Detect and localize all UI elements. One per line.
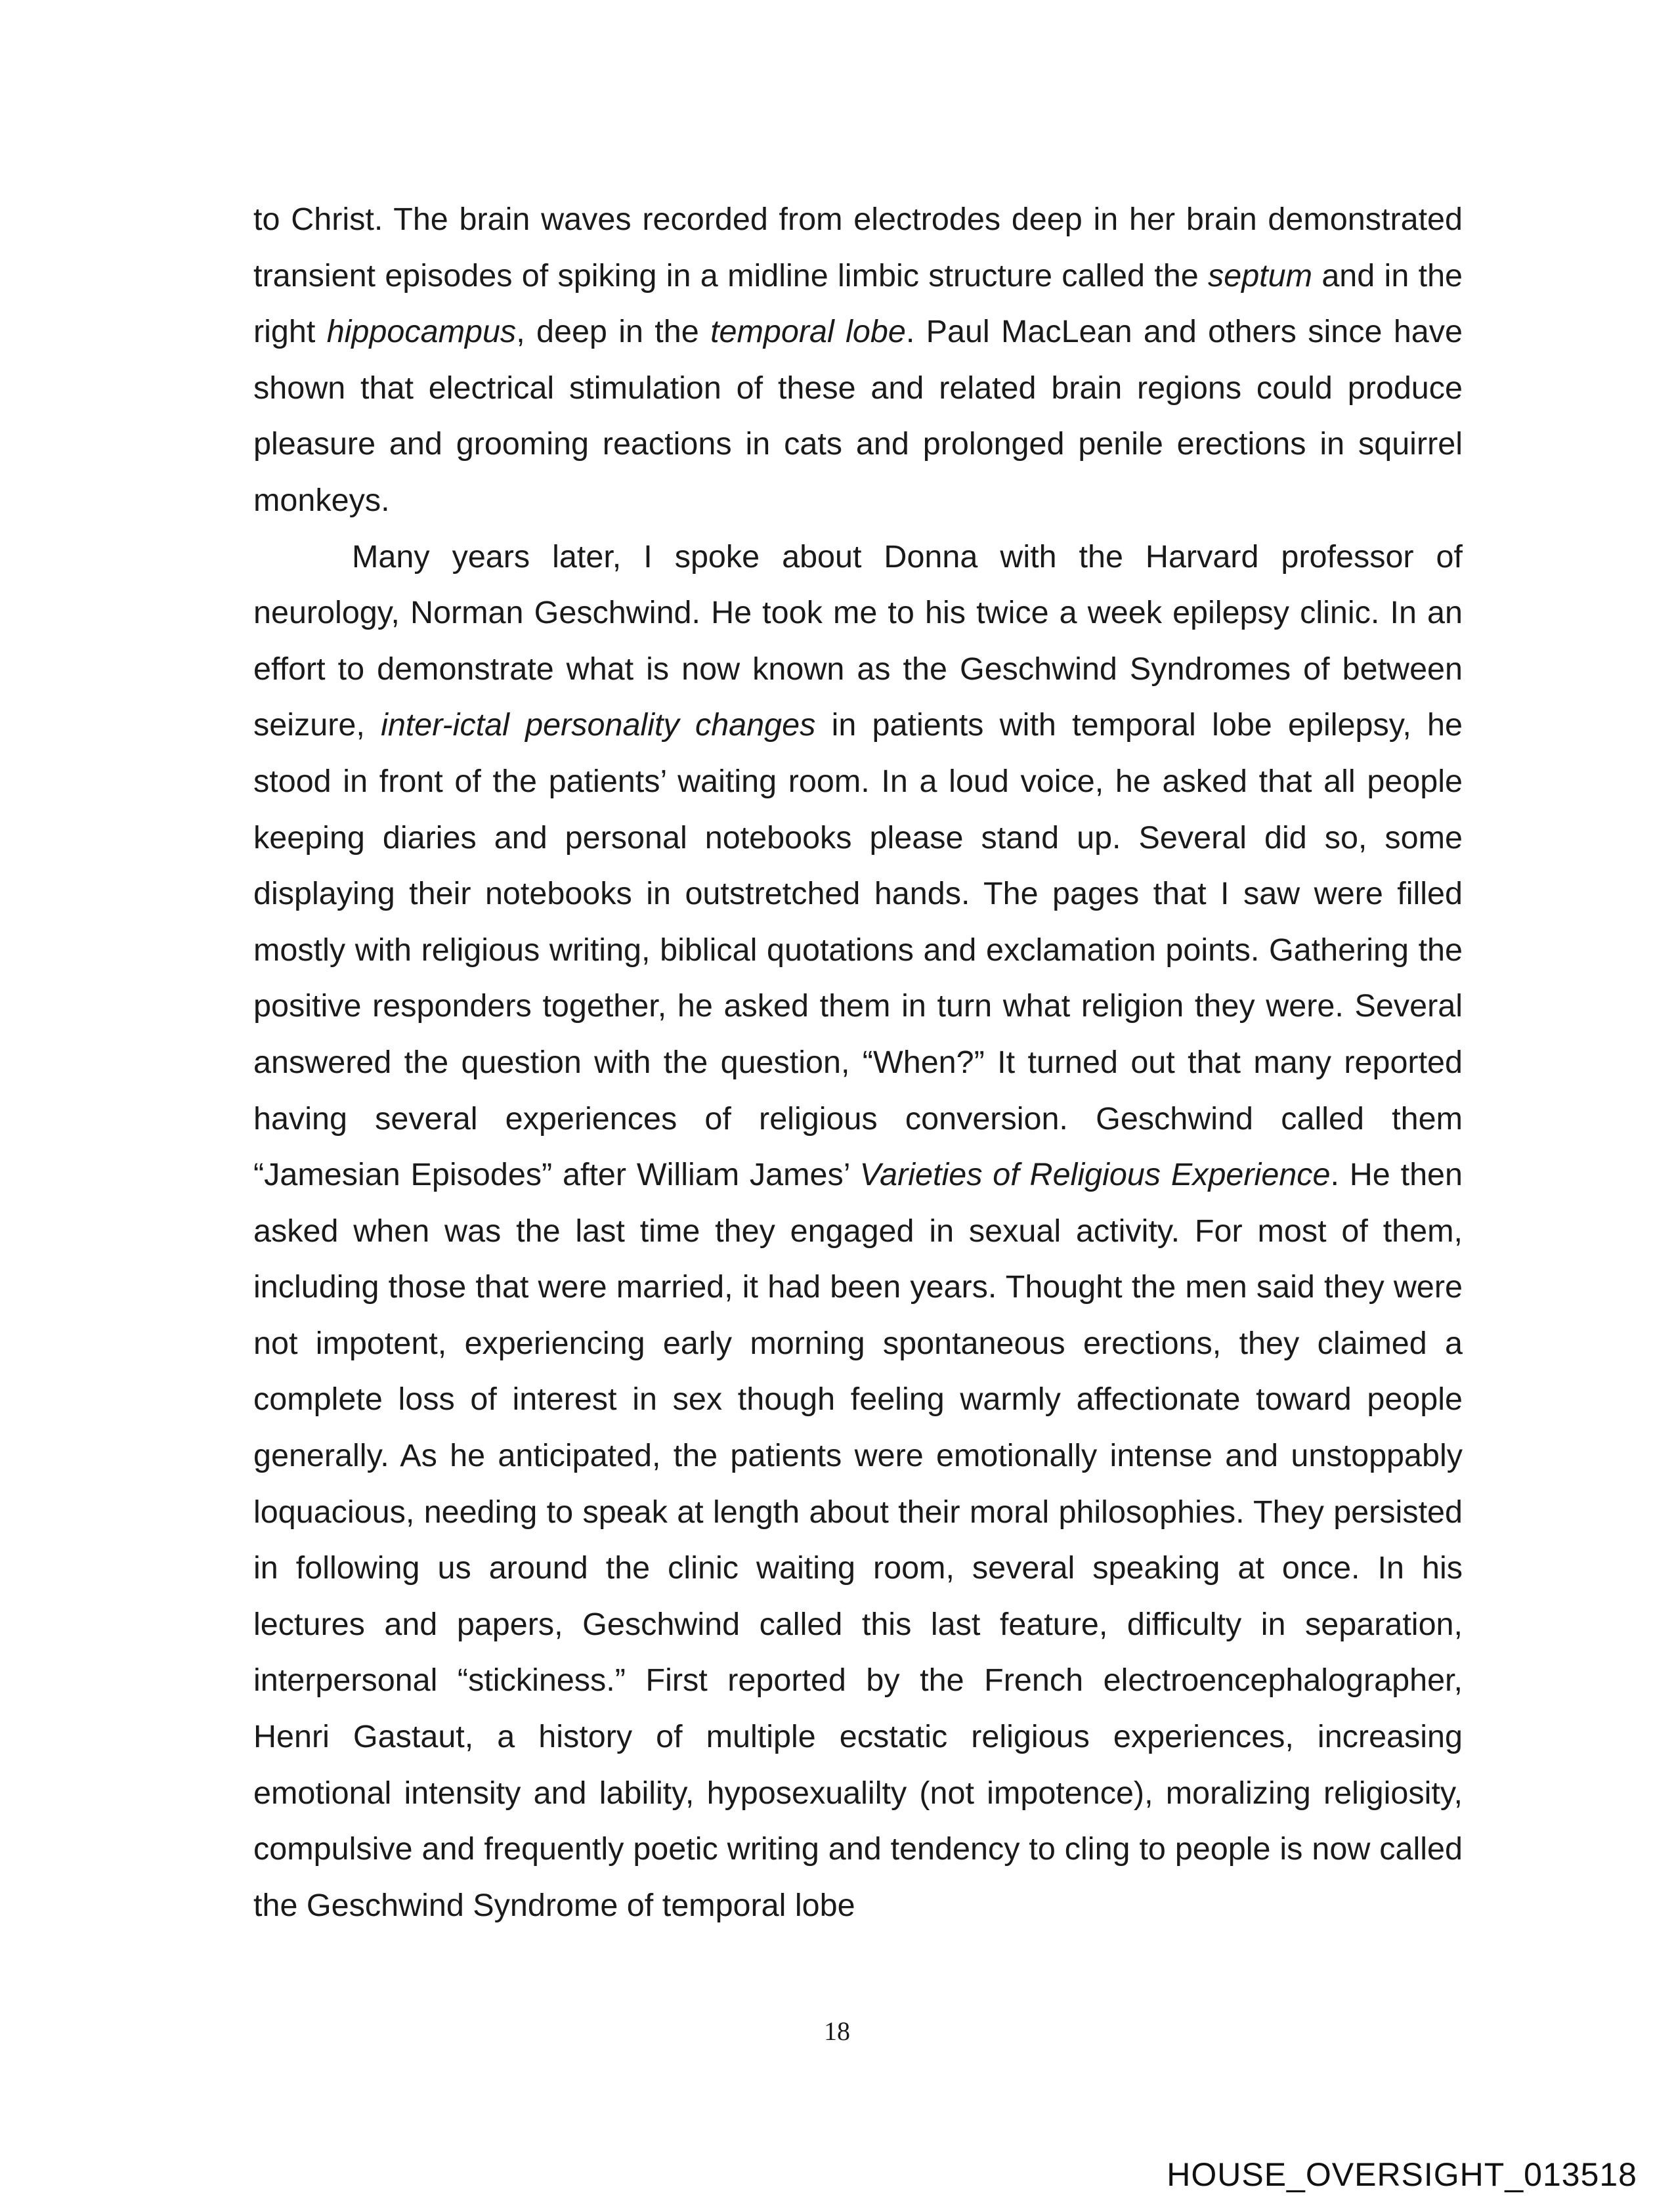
- italic-term-hippocampus: hippocampus: [326, 314, 517, 350]
- text-run: in patients with temporal lobe epilepsy, he stood in front of the patients’ waiting room. In a loud voice, he asked that all people keeping diaries and personal notebooks please stand up. Several did so, some displaying their notebooks in outstretched hands. The pages that I saw were filled mostly with religious writing, biblical quotations and exclamation points. Gathering the positive responders together, he asked them in turn what religion they were. Several answered the question with the question, “When?” It turned out that many reported having several experiences of religious conversion. Geschwind called them “Jamesian Episodes” after William James’: [253, 707, 1463, 1193]
- italic-book-title: Varieties of Religious Experience: [859, 1157, 1331, 1193]
- paragraph-1: [253, 192, 1463, 529]
- text-run: . He then asked when was the last time they engaged in sexual activity. For most of them, including those that were married, it had been years. Thought the men said they were not impotent, experiencing early morning spontaneous erections, they claimed a complete loss of interest in sex though feeling warmly affectionate toward people generally. As he anticipated, the patients were emotionally intense and unstoppably loquacious, needing to speak at length about their moral philosophies. They persisted in following us around the clinic waiting room, several speaking at once. In his lectures and papers, Geschwind called this last feature, difficulty in separation, interpersonal “stickiness.” First reported by the French electroencephalographer, Henri Gastaut, a history of multiple ecstatic religious experiences, increasing emotional intensity and lability, hyposexualilty (not impotence), moralizing religiosity, compulsive and frequently poetic writing and tendency to cling to people is now called the Geschwind Syndrome of temporal lobe: [253, 1157, 1463, 1923]
- paragraph-2: [253, 529, 1463, 1934]
- text-run: . Paul MacLean and others since have shown that electrical stimulation of these and related brain regions could produce pleasure and grooming reactions in cats and prolonged penile erections in squirrel monkeys.: [253, 314, 1463, 518]
- bates-number: HOUSE_OVERSIGHT_013518: [1167, 2156, 1637, 2193]
- page-number: 18: [824, 2016, 850, 2046]
- italic-term-septum: septum: [1207, 257, 1313, 293]
- italic-term-inter-ictal: inter-ictal personality changes: [381, 707, 816, 743]
- body-text: [253, 192, 1463, 1934]
- text-run: Many years later, I spoke about Donna with the Harvard professor of neurology, Norman Geschwind. He took me to his twice a week epilepsy clinic. In an effort to demonstrate what is now known as the Geschwind Syndromes of between seizure,: [253, 538, 1463, 743]
- italic-term-temporal-lobe: temporal lobe: [710, 314, 906, 350]
- text-run: to Christ. The brain waves recorded from electrodes deep in her brain demonstrated transient episodes of spiking in a midline limbic structure called the: [253, 202, 1463, 293]
- text-run: , deep in the: [516, 314, 711, 350]
- text-run: and in the right: [253, 257, 1463, 350]
